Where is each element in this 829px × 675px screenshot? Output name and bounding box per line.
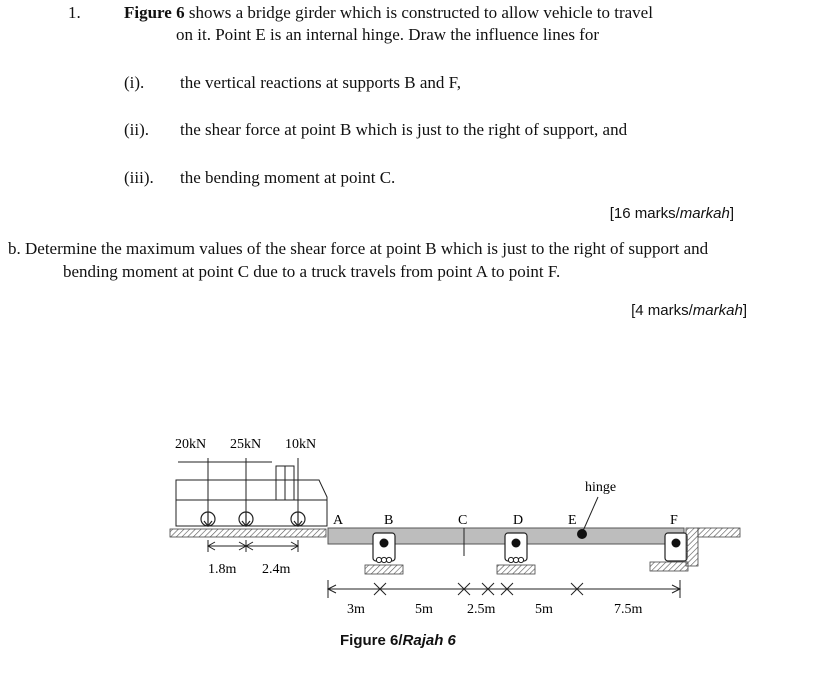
point-label-f: F [670, 513, 678, 528]
hinge-pointer [583, 497, 598, 531]
span-5m-a: 5m [415, 602, 433, 617]
span-dimension [328, 580, 680, 598]
axle-spacing-2: 2.4m [262, 562, 291, 577]
point-label-a: A [333, 513, 344, 528]
intro-text: shows a bridge girder which is constructed to allow vehicle to travel [184, 3, 653, 22]
hinge-icon [577, 529, 587, 539]
point-label-c: C [458, 513, 468, 528]
truck-wheels [201, 512, 305, 526]
span-5m-b: 5m [535, 602, 553, 617]
marks-b-prefix: [4 marks/ [631, 302, 693, 319]
span-2-5m: 2.5m [467, 602, 496, 617]
right-abutment [686, 528, 740, 566]
part-b-line1: b. Determine the maximum values of the shear force at point B which is just to the right of support and [8, 239, 709, 258]
marks-b-suffix: ] [742, 302, 747, 319]
span-3m: 3m [347, 602, 365, 617]
load-label-20kn: 20kN [175, 437, 207, 452]
load-label-10kn: 10kN [285, 437, 317, 452]
point-label-e: E [568, 513, 577, 528]
item-label-ii: (ii). [124, 120, 150, 139]
load-label-25kn: 25kN [230, 437, 262, 452]
marks-a-suffix: ] [729, 205, 734, 222]
item-text-iii: the bending moment at point C. [180, 168, 396, 187]
marks-a-prefix: [16 marks/ [609, 205, 680, 222]
item-label-iii: (iii). [124, 168, 154, 187]
axle-dimension [208, 540, 298, 552]
item-text-ii: the shear force at point B which is just to the right of support, and [180, 120, 628, 139]
span-7-5m: 7.5m [614, 602, 643, 617]
question-number: 1. [68, 3, 81, 22]
item-text-i: the vertical reactions at supports B and F, [180, 73, 461, 92]
point-label-b: B [384, 513, 394, 528]
hinge-label: hinge [585, 480, 617, 495]
axle-spacing-1: 1.8m [208, 562, 237, 577]
item-label-i: (i). [124, 73, 145, 92]
part-b-line2: bending moment at point C due to a truck travels from point A to point F. [63, 262, 561, 281]
question-intro-line2: on it. Point E is an internal hinge. Draw the influence lines for [176, 25, 600, 44]
marks-b-italic: markah [692, 302, 743, 319]
caption-italic: Rajah 6 [402, 632, 456, 649]
figure-caption [340, 632, 456, 649]
figure-reference: Figure 6 [124, 3, 185, 22]
caption-bold: Figure 6/ [340, 632, 403, 649]
point-label-d: D [513, 513, 524, 528]
approach-road [170, 529, 326, 537]
marks-a-italic: markah [679, 205, 730, 222]
